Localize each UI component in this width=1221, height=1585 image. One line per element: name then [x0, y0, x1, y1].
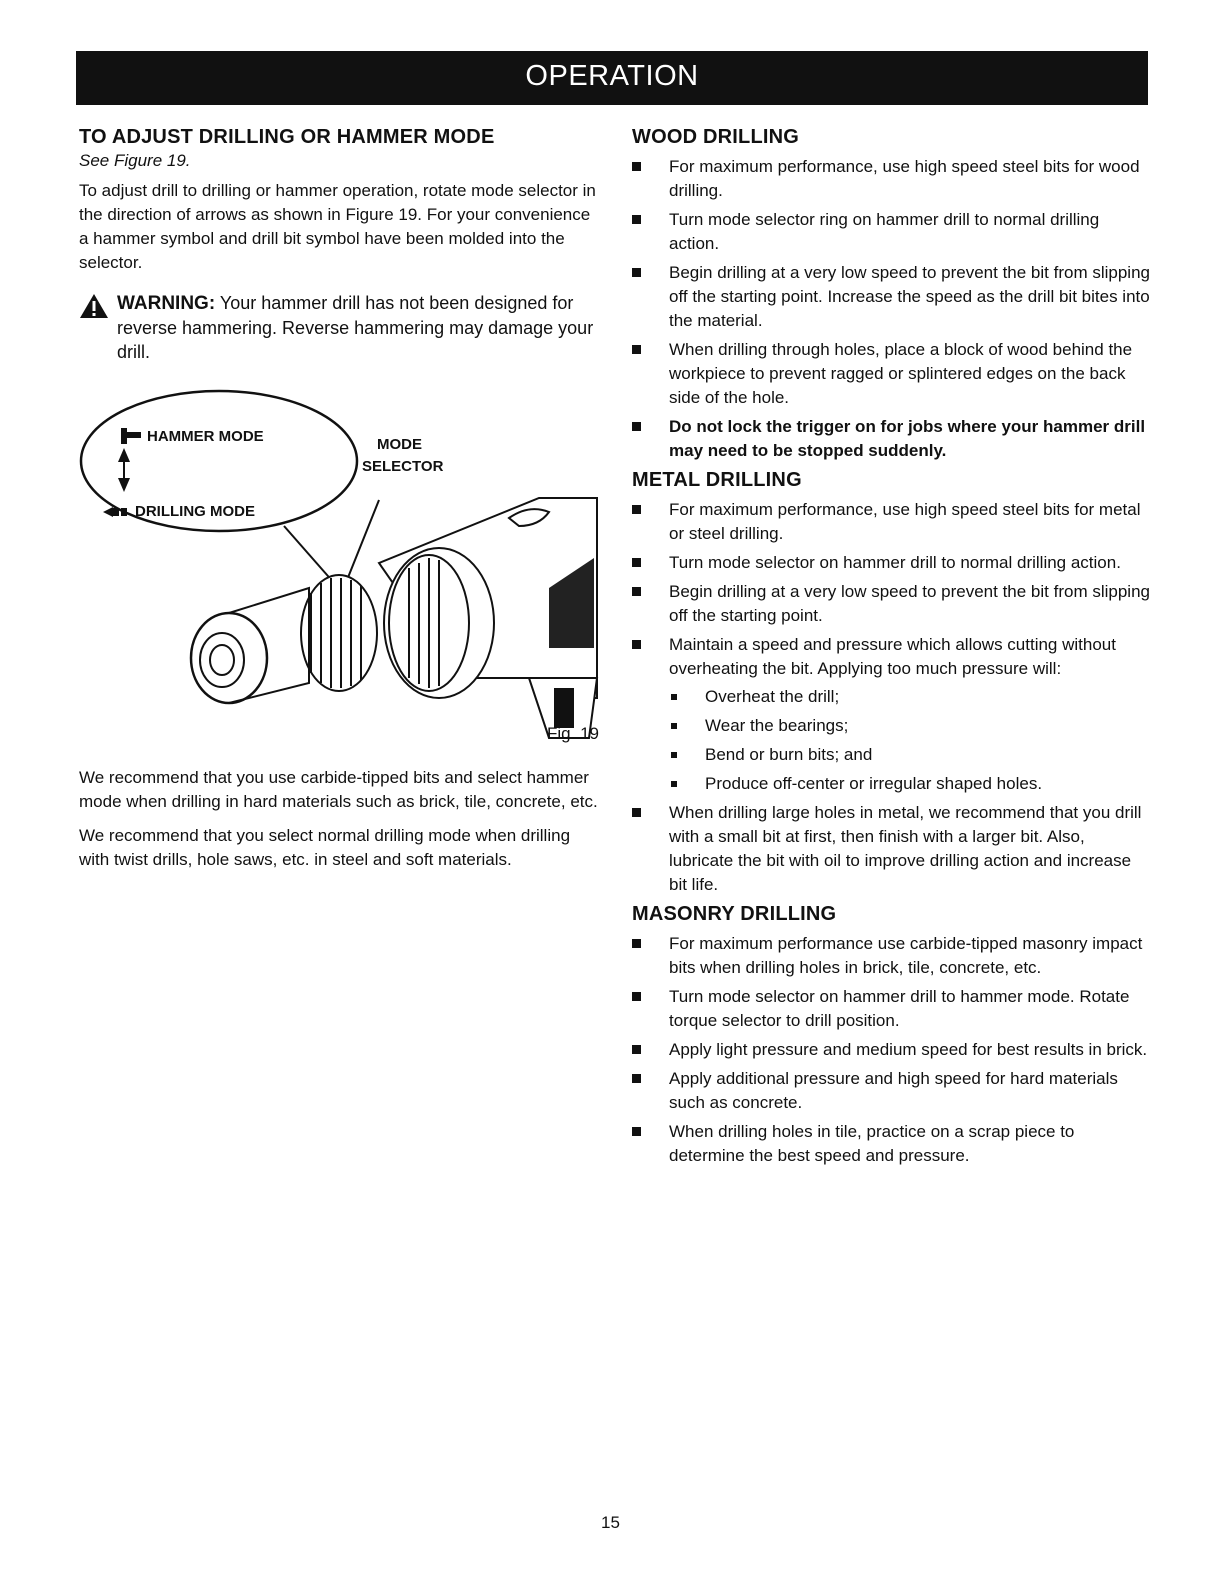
adjust-mode-paragraph: To adjust drill to drilling or hammer operation, rotate mode selector in the direction of arrows as shown in Figure 19. For your convenience a hammer symbol and drill bit symbol have been molded into the selector.	[79, 181, 596, 272]
right-column	[632, 125, 1152, 1173]
page-header	[76, 51, 1148, 105]
warning-block	[79, 291, 599, 364]
figure-19	[79, 388, 599, 744]
list-item: Turn mode selector on hammer drill to normal drilling action.	[632, 551, 1152, 575]
page-number: 15	[601, 1513, 620, 1532]
list-item: Do not lock the trigger on for jobs where your hammer drill may need to be stopped suddenly.	[632, 415, 1152, 463]
masonry-drilling-section	[632, 902, 1152, 1168]
warning-label: WARNING:	[117, 293, 216, 314]
sub-list-item: Overheat the drill;	[669, 685, 1152, 709]
list-item-text: Maintain a speed and pressure which allows cutting without overheating the bit. Applying too much pressure will:	[669, 635, 1116, 678]
list-item: When drilling holes in tile, practice on a scrap piece to determine the best speed and pressure.	[632, 1120, 1152, 1168]
hammer-mode-label: HAMMER MODE	[147, 428, 264, 445]
masonry-drilling-heading: MASONRY DRILLING	[632, 903, 837, 925]
list-item: Turn mode selector on hammer drill to hammer mode. Rotate torque selector to drill position.	[632, 985, 1152, 1033]
sub-list-item: Bend or burn bits; and	[669, 743, 1152, 767]
warning-text: Your hammer drill has not been designed for reverse hammering. Reverse hammering may damage your drill.	[117, 293, 594, 362]
drilling-mode-recommendation: We recommend that you select normal drilling mode when drilling with twist drills, hole saws, etc. in steel and soft materials.	[79, 826, 571, 869]
figure-caption: Fig. 19	[547, 724, 599, 743]
metal-drilling-heading: METAL DRILLING	[632, 469, 802, 491]
wood-drilling-section	[632, 125, 1152, 463]
drilling-mode-label: DRILLING MODE	[135, 503, 255, 520]
see-figure-ref: See Figure 19.	[79, 151, 191, 170]
page-header-title: OPERATION	[525, 60, 699, 92]
list-item: Apply additional pressure and high speed for hard materials such as concrete.	[632, 1067, 1152, 1115]
list-item: For maximum performance, use high speed steel bits for metal or steel drilling.	[632, 498, 1152, 546]
list-item: Begin drilling at a very low speed to prevent the bit from slipping off the starting point.	[632, 580, 1152, 628]
wood-drilling-heading: WOOD DRILLING	[632, 126, 800, 148]
left-column	[79, 125, 599, 882]
sub-list-item: Produce off-center or irregular shaped holes.	[669, 772, 1152, 796]
adjust-mode-heading: TO ADJUST DRILLING OR HAMMER MODE	[79, 126, 495, 148]
sub-list-item: Wear the bearings;	[669, 714, 1152, 738]
list-item: Begin drilling at a very low speed to prevent the bit from slipping off the starting point. Increase the speed as the drill bit bites into the material.	[632, 261, 1152, 333]
list-item: For maximum performance, use high speed steel bits for wood drilling.	[632, 155, 1152, 203]
metal-drilling-section	[632, 468, 1152, 897]
list-item: Turn mode selector ring on hammer drill to normal drilling action.	[632, 208, 1152, 256]
list-item: When drilling large holes in metal, we recommend that you drill with a small bit at first, then finish with a larger bit. Also, lubricate the bit with oil to improve drilling action and increase bit life.	[632, 801, 1152, 897]
list-item: When drilling through holes, place a block of wood behind the workpiece to prevent ragged or splintered edges on the back side of the hole.	[632, 338, 1152, 410]
list-item: Apply light pressure and medium speed for best results in brick.	[632, 1038, 1152, 1062]
list-item-with-sublist	[632, 633, 1152, 796]
carbide-recommendation: We recommend that you use carbide-tipped bits and select hammer mode when drilling in hard materials such as brick, tile, concrete, etc.	[79, 768, 598, 811]
mode-label: MODE	[377, 436, 422, 453]
list-item: For maximum performance use carbide-tipped masonry impact bits when drilling holes in brick, tile, concrete, etc.	[632, 932, 1152, 980]
warning-icon	[79, 293, 109, 325]
selector-label: SELECTOR	[362, 458, 444, 475]
